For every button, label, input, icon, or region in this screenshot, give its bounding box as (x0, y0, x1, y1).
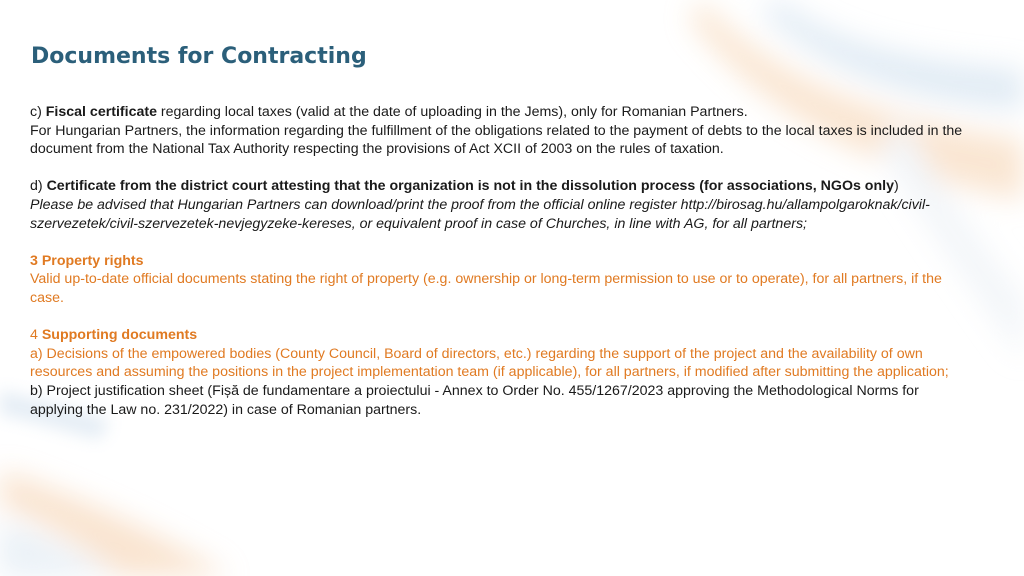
section-d-note: Please be advised that Hungarian Partners can download/print the proof from the official online register http://birosag.hu/allampolgaroknak/civil-szervezetek/civil-szervezetek-nevjegyzeke-kereses, or equivalent proof in case of Churches, in line with AG, for all partners; (30, 196, 930, 232)
section-4-number: 4 (30, 327, 42, 344)
section-c-heading: Fiscal certificate (45, 104, 157, 120)
section-d (30, 177, 970, 196)
section-d-heading: Certificate from the district court attesting that the organization is not in the dissolution process (for associations, NGOs only (46, 178, 894, 195)
section-4 (30, 326, 970, 345)
section-c-hungarian-note: For Hungarian Partners, the information regarding the fulfillment of the obligations related to the payment of debts to the local taxes is included in the document from the National Tax Authority respecting the provisions of Act XCII of 2003 on the rules of taxation. (30, 122, 963, 158)
section-c-text: regarding local taxes (valid at the date of uploading in the Jems), only for Romanian Partners. (156, 104, 748, 120)
slide-body (30, 103, 970, 419)
section-c (30, 103, 970, 122)
section-c-prefix: c) (30, 104, 46, 120)
spacer (30, 308, 970, 327)
section-4-item-b: b) Project justification sheet (Fișă de fundamentare a proiectului - Annex to Order No. 455/1267/2023 approving the Methodological Norms for applying the Law no. 231/2022) in case of Romanian partners. (30, 382, 919, 418)
page-title: Documents for Contracting (31, 44, 367, 69)
section-4-heading: Supporting documents (41, 327, 198, 344)
section-4-item-a: a) Decisions of the empowered bodies (County Council, Board of directors, etc.) regarding the support of the project and the availability of own resources and assuming the positions in the project implementation team (if applicable), for all partners, if modified after submitting the application; (30, 345, 949, 381)
section-3-heading: 3 Property rights (30, 252, 144, 269)
spacer (30, 233, 970, 252)
section-d-prefix: d) (30, 178, 47, 195)
section-3-text: Valid up-to-date official documents stating the right of property (e.g. ownership or long-term permission to use or to operate), for all partners, if the case. (30, 271, 942, 306)
section-d-suffix: ) (893, 178, 899, 195)
spacer (30, 159, 970, 178)
